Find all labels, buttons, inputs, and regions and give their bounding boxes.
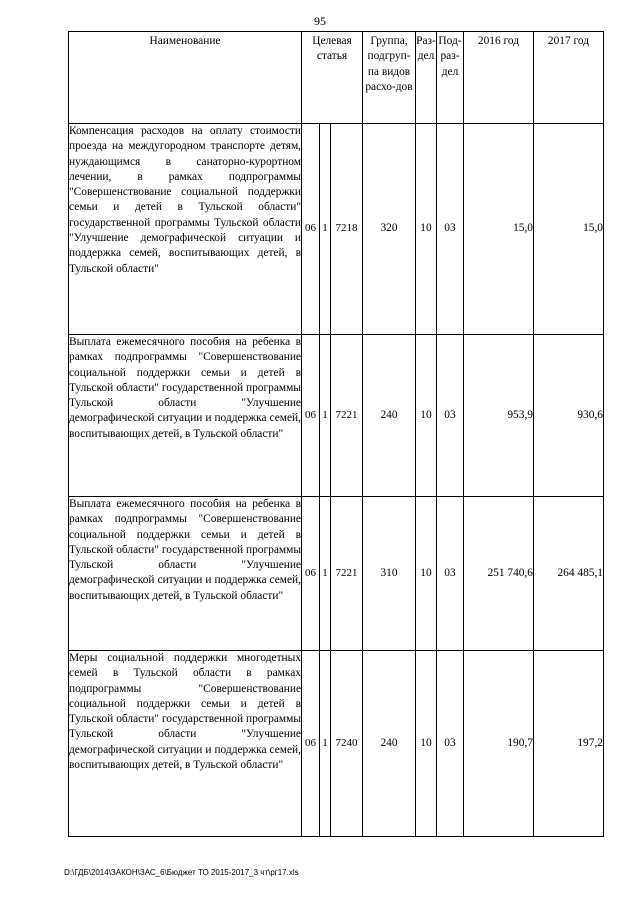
header-2017: 2017 год — [534, 32, 604, 124]
subsection-code: 03 — [437, 335, 464, 497]
amount-2017: 15,0 — [534, 124, 604, 335]
section-code: 10 — [416, 124, 437, 335]
target-program-code: 06 — [302, 651, 320, 837]
table-row — [69, 335, 604, 497]
table-row — [69, 651, 604, 837]
target-subprogram-code: 1 — [320, 651, 331, 837]
file-path-footer: D:\ГДБ\2014\ЗАКОН\ЗАС_6\Бюджет ТО 2015-2017_3 чт\рг17.xls — [64, 868, 299, 877]
amount-2017: 930,6 — [534, 335, 604, 497]
target-direction-code: 7221 — [331, 497, 363, 651]
amount-2017: 264 485,1 — [534, 497, 604, 651]
amount-2016: 953,9 — [464, 335, 534, 497]
row-name: Выплата ежемесячного пособия на ребенка в рамках подпрограммы "Совершенствование социальной поддержки семьи и детей в Тульской области" государственной программы Тульской области "Улучшение демографической ситуации и поддержка семей, воспитывающих детей, в Тульской области" — [69, 335, 302, 497]
target-subprogram-code: 1 — [320, 497, 331, 651]
amount-2016: 15,0 — [464, 124, 534, 335]
subsection-code: 03 — [437, 497, 464, 651]
expense-group: 310 — [363, 497, 416, 651]
target-direction-code: 7221 — [331, 335, 363, 497]
expense-group: 320 — [363, 124, 416, 335]
header-group: Группа, подгруп-па видов расхо-дов — [363, 32, 416, 124]
subsection-code: 03 — [437, 651, 464, 837]
target-subprogram-code: 1 — [320, 124, 331, 335]
table-row — [69, 497, 604, 651]
header-2016: 2016 год — [464, 32, 534, 124]
target-program-code: 06 — [302, 335, 320, 497]
header-name: Наименование — [69, 32, 302, 124]
header-target: Целевая статья — [302, 32, 363, 124]
target-direction-code: 7218 — [331, 124, 363, 335]
row-name: Выплата ежемесячного пособия на ребенка в рамках подпрограммы "Совершенствование социальной поддержки семьи и детей в Тульской области" государственной программы Тульской области "Улучшение демографической ситуации и поддержка семей, воспитывающих детей, в Тульской области" — [69, 497, 302, 651]
subsection-code: 03 — [437, 124, 464, 335]
row-name: Компенсация расходов на оплату стоимости проезда на междугородном транспорте детям, нуждающимся в санаторно-курортном лечении, в рамках подпрограммы "Совершенствование социальной поддержки семьи и детей в Тульской области" государственной программы Тульской области "Улучшение демографической ситуации и поддержка семей, воспитывающих детей, в Тульской области" — [69, 124, 302, 335]
target-program-code: 06 — [302, 124, 320, 335]
amount-2016: 251 740,6 — [464, 497, 534, 651]
header-row — [69, 32, 604, 124]
target-program-code: 06 — [302, 497, 320, 651]
header-section: Раз-дел — [416, 32, 437, 124]
row-name: Меры социальной поддержки многодетных семей в Тульской области в рамках подпрограммы "Совершенствование социальной поддержки семьи и детей в Тульской области" государственной программы Тульской области "Улучшение демографической ситуации и поддержка семей, воспитывающих детей, в Тульской области" — [69, 651, 302, 837]
budget-table — [68, 31, 604, 837]
section-code: 10 — [416, 651, 437, 837]
amount-2016: 190,7 — [464, 651, 534, 837]
page-number: 95 — [314, 14, 326, 28]
target-subprogram-code: 1 — [320, 335, 331, 497]
section-code: 10 — [416, 497, 437, 651]
target-direction-code: 7240 — [331, 651, 363, 837]
expense-group: 240 — [363, 335, 416, 497]
expense-group: 240 — [363, 651, 416, 837]
header-subsection: Под-раз-дел — [437, 32, 464, 124]
amount-2017: 197,2 — [534, 651, 604, 837]
table-row — [69, 124, 604, 335]
section-code: 10 — [416, 335, 437, 497]
